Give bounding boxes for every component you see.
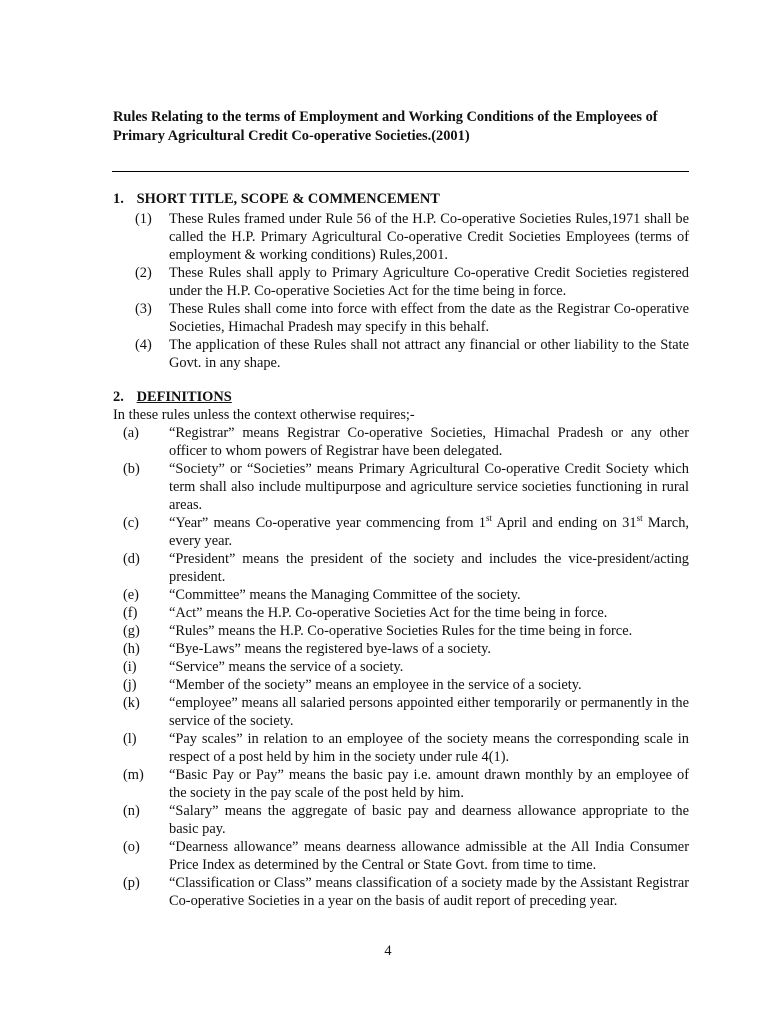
item-number: (3)	[135, 301, 152, 317]
item-text: These Rules framed under Rule 56 of the H.P. Co-operative Societies Rules,1971 shall be called the H.P. Primary Agricultural Co-operative Credit Societies Employees (terms of employment & working conditions) Rules,2001.	[169, 211, 689, 263]
list-item	[113, 640, 689, 658]
list-item	[113, 838, 689, 874]
superscript-st: st	[485, 513, 492, 524]
item-number: (o)	[123, 839, 140, 855]
item-text: These Rules shall come into force with effect from the date as the Registrar Co-operative Societies, Himachal Pradesh may specify in this behalf.	[169, 301, 689, 335]
item-number: (e)	[123, 587, 139, 603]
item-number: (n)	[123, 803, 140, 819]
list-item	[113, 658, 689, 676]
item-text: “Service” means the service of a society.	[169, 659, 404, 675]
item-text: “Rules” means the H.P. Co-operative Societies Rules for the time being in force.	[169, 623, 633, 639]
item-text: “Member of the society” means an employee in the service of a society.	[169, 677, 582, 693]
item-text: “President” means the president of the society and includes the vice-president/acting president.	[169, 551, 689, 585]
list-item	[113, 730, 689, 766]
list-item	[113, 550, 689, 586]
item-number: (2)	[135, 265, 152, 281]
section-2-title: DEFINITIONS	[136, 389, 232, 405]
item-number: (h)	[123, 641, 140, 657]
item-text: “Salary” means the aggregate of basic pay and dearness allowance appropriate to the basic pay.	[169, 803, 689, 837]
item-number: (g)	[123, 623, 140, 639]
list-item	[113, 586, 689, 604]
list-item	[113, 336, 689, 372]
list-item	[113, 874, 689, 910]
item-number: (p)	[123, 875, 140, 891]
item-text-part: “Year” means Co-operative year commencing from 1	[169, 515, 486, 531]
item-number: (i)	[123, 659, 137, 675]
document-title: Rules Relating to the terms of Employment and Working Conditions of the Employees of Primary Agricultural Credit Co-operative Societies.(2001)	[113, 109, 658, 144]
section-1-heading	[113, 190, 689, 208]
list-item	[113, 604, 689, 622]
list-item	[113, 766, 689, 802]
list-item	[113, 210, 689, 264]
item-number: (m)	[123, 767, 144, 783]
item-number: (a)	[123, 425, 139, 441]
item-text: “Committee” means the Managing Committee of the society.	[169, 587, 521, 603]
item-text-part: April and ending on 31	[491, 515, 637, 531]
item-number: (d)	[123, 551, 140, 567]
list-item	[113, 802, 689, 838]
section-2-intro: In these rules unless the context otherwise requires;-	[113, 407, 415, 423]
list-item	[113, 514, 689, 550]
item-text: “Society” or “Societies” means Primary Agricultural Co-operative Credit Society which term shall also include multipurpose and agriculture service societies functioning in rural areas.	[169, 461, 689, 513]
item-text	[169, 514, 689, 550]
item-text: “Pay scales” in relation to an employee of the society means the corresponding scale in respect of a post held by him in the society under rule 4(1).	[169, 731, 689, 765]
list-item	[113, 676, 689, 694]
item-text-part: March, every year.	[169, 515, 689, 549]
section-2-number: 2.	[113, 389, 124, 405]
item-text: “Classification or Class” means classification of a society made by the Assistant Registrar Co-operative Societies in a year on the basis of audit report of preceding year.	[169, 875, 689, 909]
section-1-number: 1.	[113, 191, 124, 207]
item-number: (b)	[123, 461, 140, 477]
superscript-st: st	[636, 513, 643, 524]
item-text: “Dearness allowance” means dearness allowance admissible at the All India Consumer Price Index as determined by the Central or State Govt. from time to time.	[169, 839, 689, 873]
list-item	[113, 694, 689, 730]
list-item	[113, 460, 689, 514]
title-divider	[112, 171, 689, 172]
list-item	[113, 424, 689, 460]
list-item	[113, 300, 689, 336]
item-text: The application of these Rules shall not attract any financial or other liability to the State Govt. in any shape.	[169, 337, 689, 371]
item-number: (j)	[123, 677, 137, 693]
item-number: (c)	[123, 515, 139, 531]
section-1-list	[113, 210, 689, 372]
document-body	[113, 190, 689, 910]
item-number: (k)	[123, 695, 140, 711]
section-1-title: SHORT TITLE, SCOPE & COMMENCEMENT	[136, 191, 440, 207]
section-2-heading	[113, 388, 689, 406]
item-number: (l)	[123, 731, 137, 747]
item-number: (f)	[123, 605, 138, 621]
list-item	[113, 264, 689, 300]
item-text: “Act” means the H.P. Co-operative Societies Act for the time being in force.	[169, 605, 608, 621]
item-text: These Rules shall apply to Primary Agriculture Co-operative Credit Societies registered under the H.P. Co-operative Societies Act for the time being in force.	[169, 265, 689, 299]
item-text: “employee” means all salaried persons appointed either temporarily or permanently in the service of the society.	[169, 695, 689, 729]
definitions-list	[113, 424, 689, 910]
item-text: “Basic Pay or Pay” means the basic pay i.e. amount drawn monthly by an employee of the society in the pay scale of the post held by him.	[169, 767, 689, 801]
item-text: “Registrar” means Registrar Co-operative Societies, Himachal Pradesh or any other officer to whom powers of Registrar have been delegated.	[169, 425, 689, 459]
item-number: (1)	[135, 211, 152, 227]
item-text: “Bye-Laws” means the registered bye-laws of a society.	[169, 641, 491, 657]
item-number: (4)	[135, 337, 152, 353]
list-item	[113, 622, 689, 640]
page-number: 4	[384, 943, 392, 959]
